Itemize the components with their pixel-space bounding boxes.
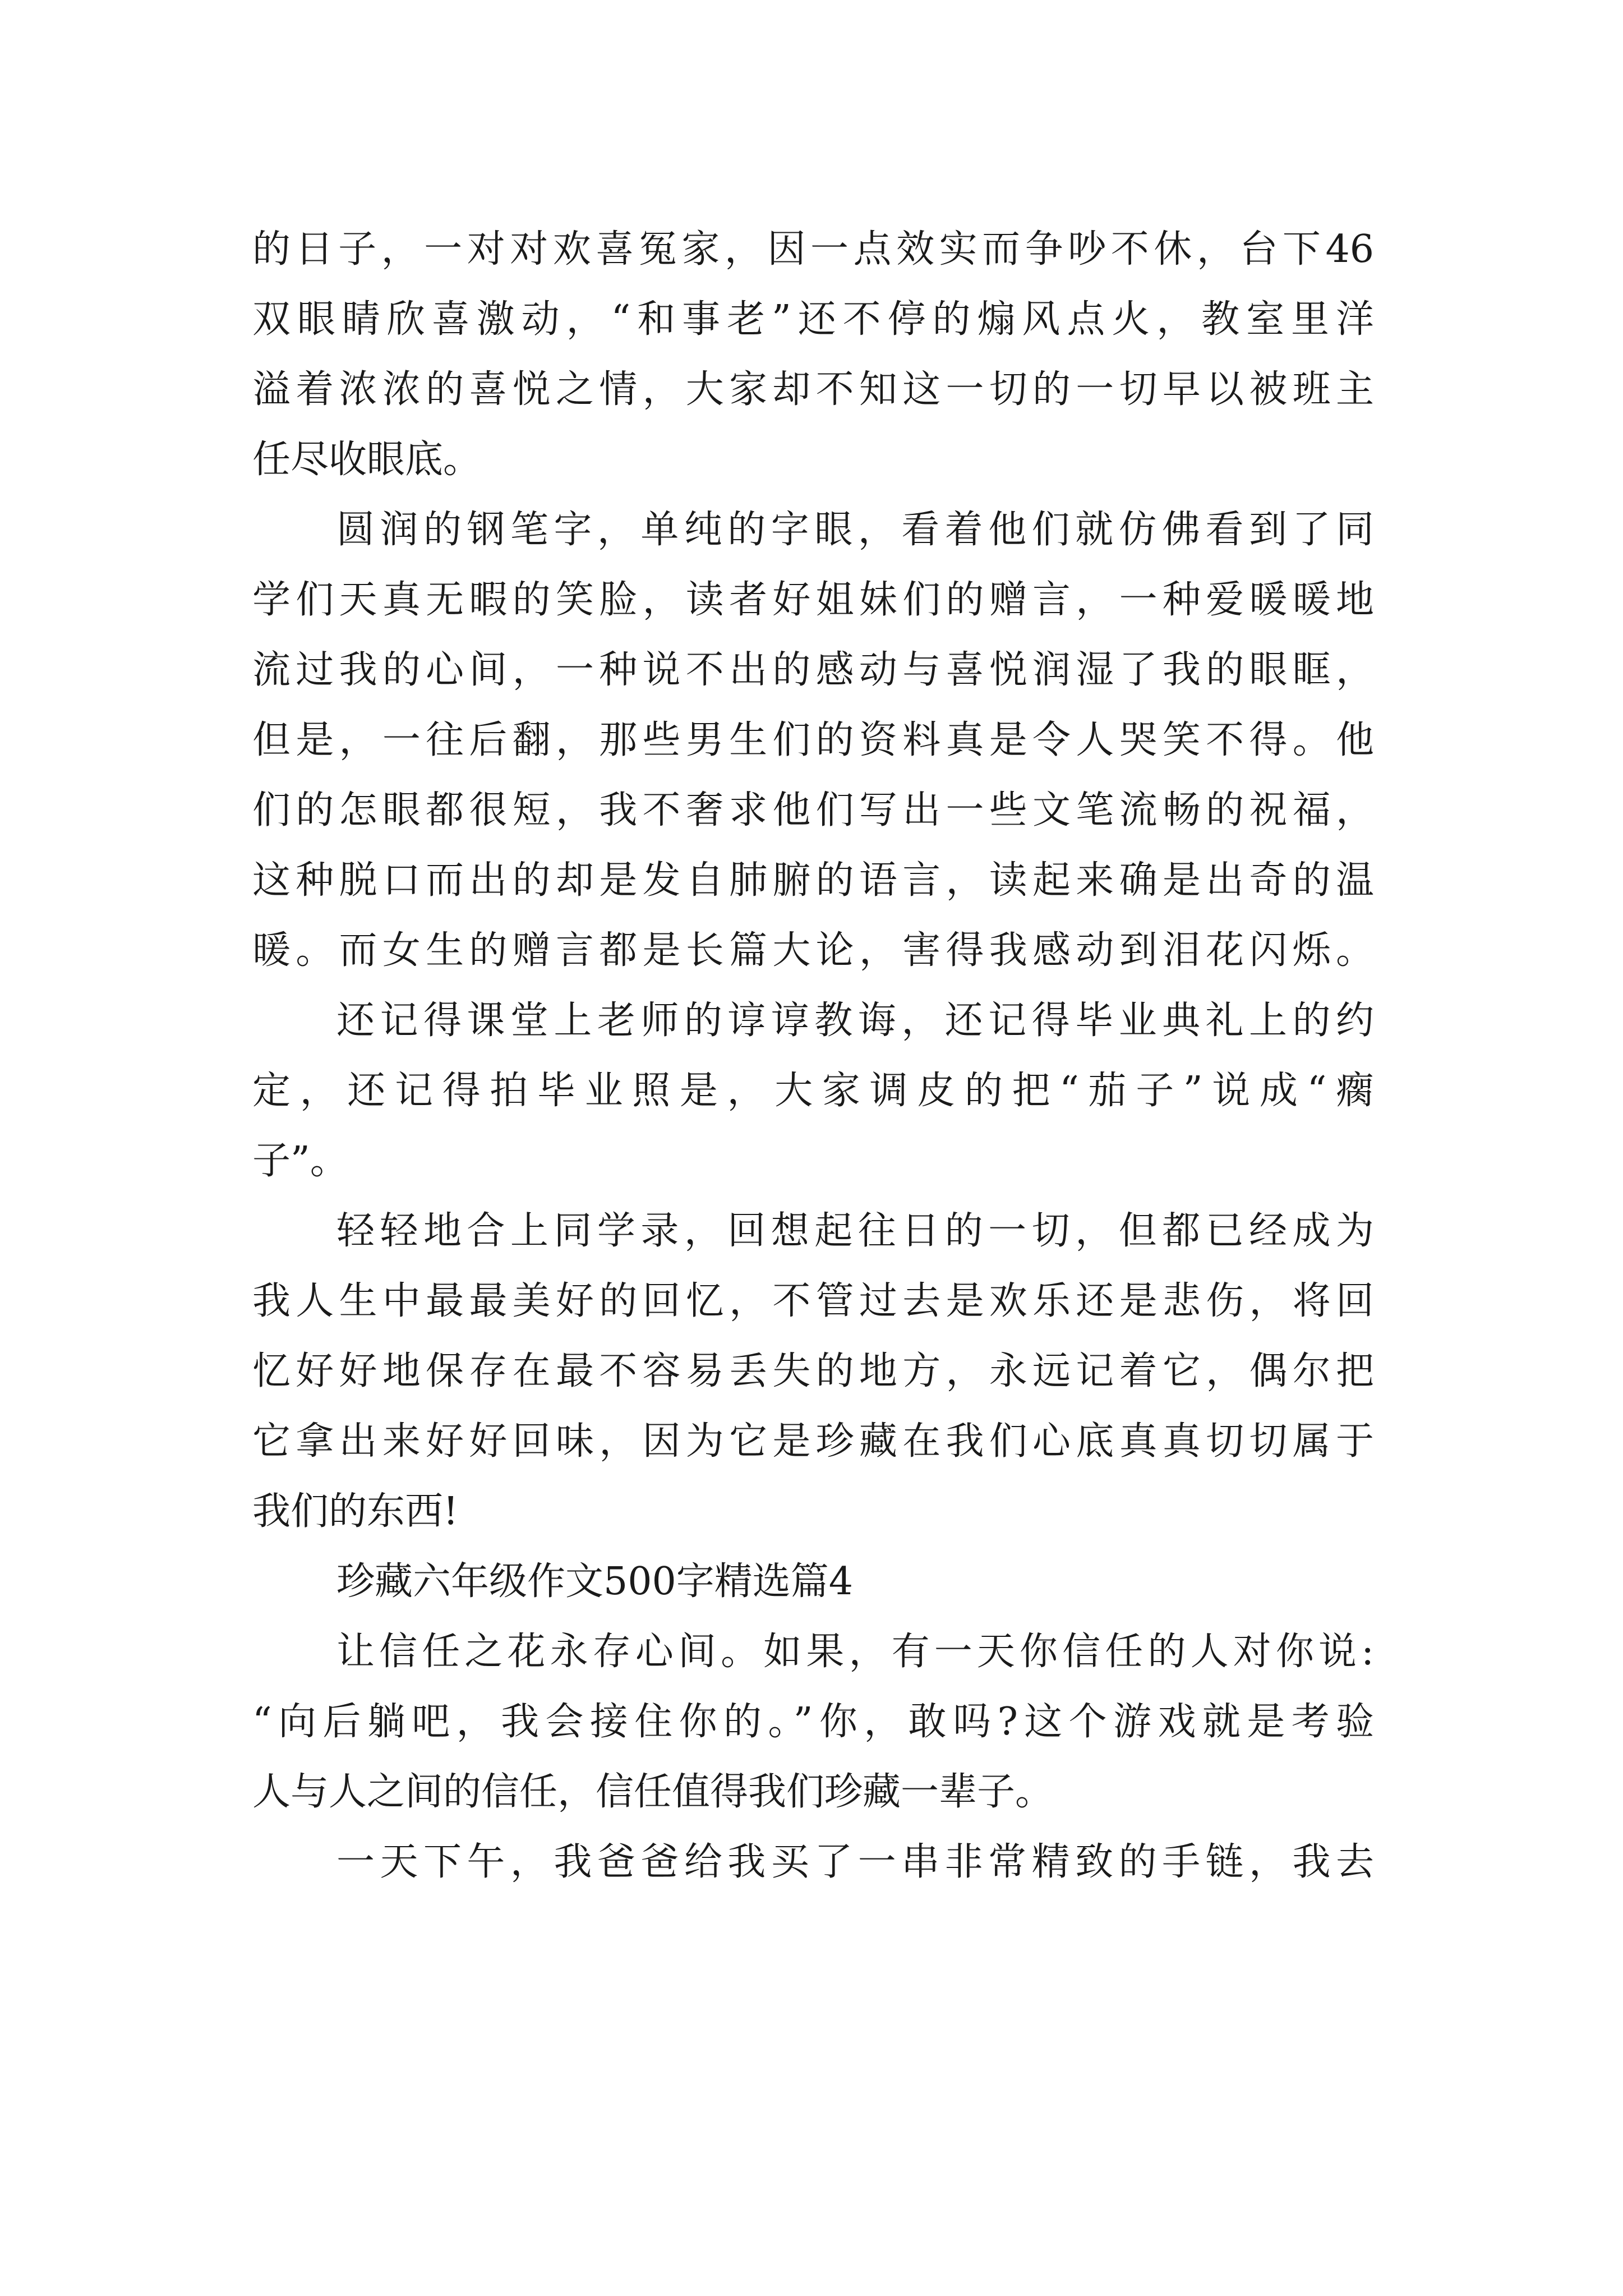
paragraph-first-line: 轻轻地合上同学录，回想起往日的一切，但都已经成为	[336, 1209, 1374, 1253]
paragraph-first-line: 让信任之花永存心间。如果，有一天你信任的人对你说:	[336, 1630, 1374, 1674]
text-line: 这种脱口而出的却是发自肺腑的语言，读起来确是出奇的温	[252, 858, 1374, 903]
section-heading: 珍藏六年级作文500字精选篇4	[336, 1559, 854, 1604]
text-line: 人与人之间的信任，信任值得我们珍藏一辈子。	[252, 1770, 1054, 1814]
text-line: 暖。而女生的赠言都是长篇大论，害得我感动到泪花闪烁。	[252, 928, 1374, 973]
text-line: 的日子，一对对欢喜冤家，因一点效实而争吵不休，台下46	[252, 227, 1374, 272]
text-line: 双眼睛欣喜激动，“和事老”还不停的煽风点火，教室里洋	[252, 297, 1374, 342]
text-line: “向后躺吧，我会接住你的。”你，敢吗?这个游戏就是考验	[252, 1700, 1374, 1744]
text-line: 们的怎眼都很短，我不奢求他们写出一些文笔流畅的祝福，	[252, 788, 1374, 832]
text-line: 学们天真无暇的笑脸，读者好姐妹们的赠言，一种爱暖暖地	[252, 578, 1374, 622]
text-line: 任尽收眼底。	[252, 438, 482, 482]
paragraph-first-line: 一天下午，我爸爸给我买了一串非常精致的手链，我去	[336, 1840, 1374, 1884]
text-line: 它拿出来好好回味，因为它是珍藏在我们心底真真切切属于	[252, 1419, 1374, 1464]
paragraph-first-line: 圆润的钢笔字，单纯的字眼，看着他们就仿佛看到了同	[336, 508, 1374, 552]
text-line: 我们的东西!	[252, 1489, 459, 1534]
text-line: 忆好好地保存在最不容易丢失的地方，永远记着它，偶尔把	[252, 1349, 1374, 1393]
text-line: 我人生中最最美好的回忆，不管过去是欢乐还是悲伤，将回	[252, 1279, 1374, 1323]
text-line: 子”。	[252, 1139, 348, 1183]
text-line: 但是，一往后翻，那些男生们的资料真是令人哭笑不得。他	[252, 718, 1374, 762]
text-line: 溢着浓浓的喜悦之情，大家却不知这一切的一切早以被班主	[252, 367, 1374, 412]
text-line: 定，还记得拍毕业照是，大家调皮的把“茄子”说成“瘸	[252, 1069, 1374, 1113]
paragraph-first-line: 还记得课堂上老师的谆谆教诲，还记得毕业典礼上的约	[336, 999, 1374, 1043]
text-line: 流过我的心间，一种说不出的感动与喜悦润湿了我的眼眶，	[252, 648, 1374, 692]
